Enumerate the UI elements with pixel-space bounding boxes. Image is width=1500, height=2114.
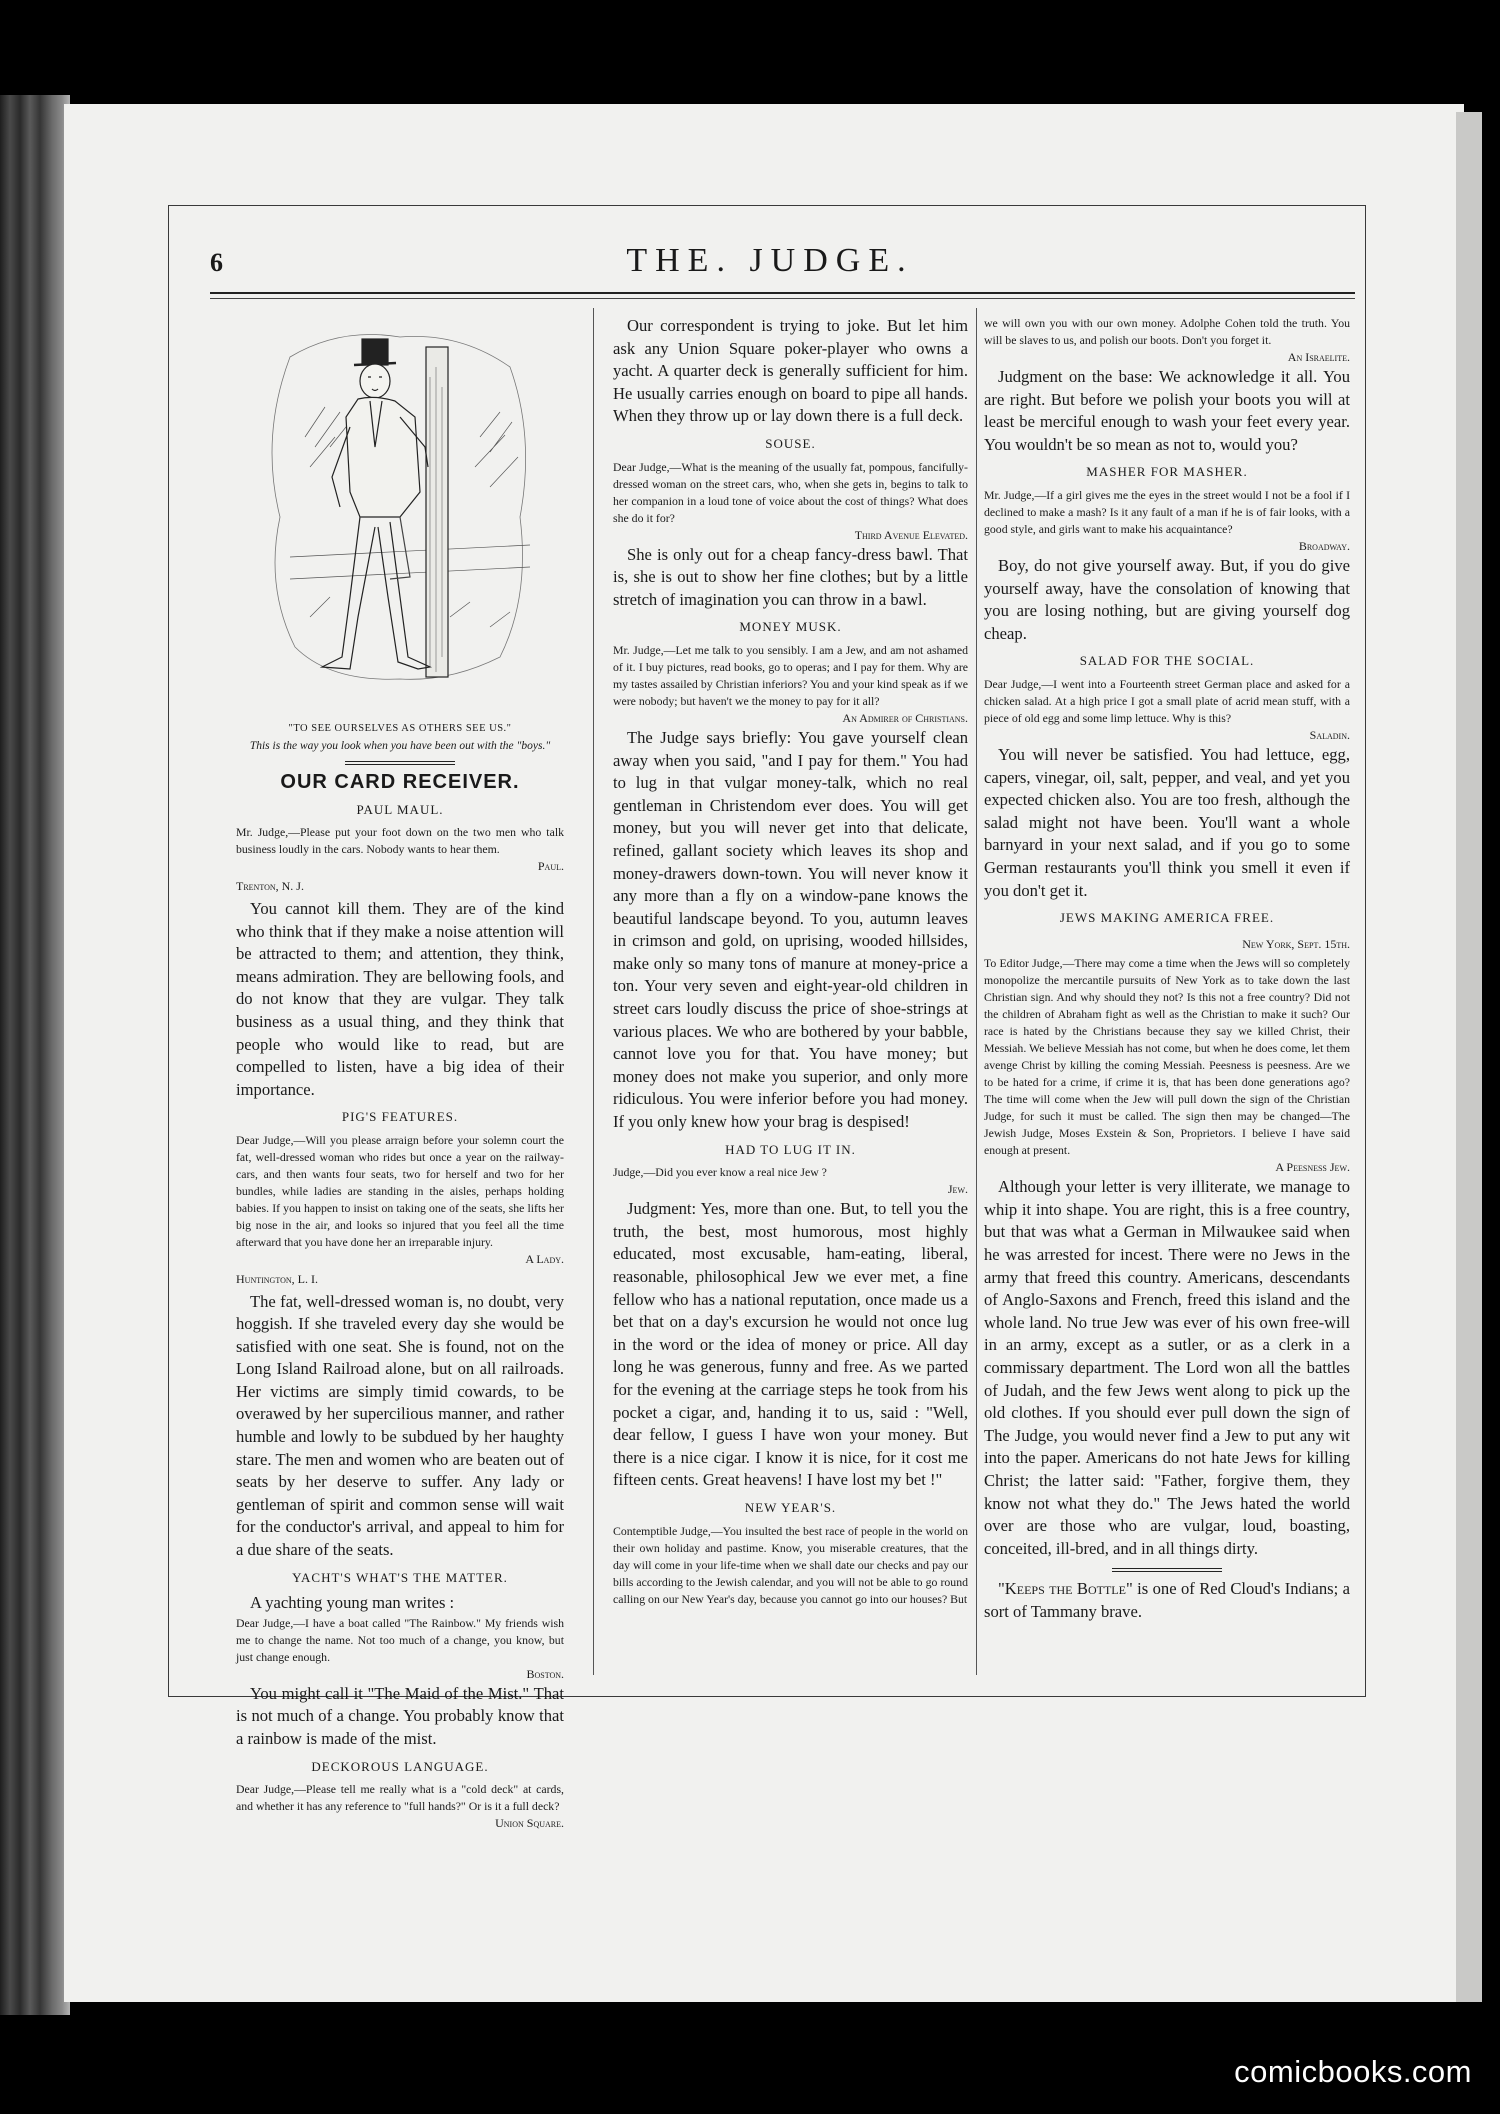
letter-location: Trenton, N. J. bbox=[236, 879, 304, 894]
page-edge bbox=[1456, 112, 1482, 2002]
letter: Mr. Judge,—Let me talk to you sensibly. I am a Jew, and am not ashamed of it. I buy pictures, read books, go to operas; and I pay for them. Why are my tastes assailed by Christian inferiors? You and your kind speak as if we were nobody; but haven't we the money to pay for it all? bbox=[613, 642, 968, 708]
letter: Dear Judge,—What is the meaning of the usually fat, pompous, fancifully-dressed woman on the street cars, who, when she gets in, begins to talk to her companion in a loud tone of voice about the cost of things? What does she do it for? bbox=[613, 459, 968, 525]
letter: Dear Judge,—I have a boat called "The Rainbow." My friends wish me to change the name. Not too much of a change, you know, but just change enough. bbox=[236, 1615, 564, 1664]
editor-reply: You cannot kill them. They are of the kind who think that if they make a noise attention will be attracted to them; and attention, they think, means admiration. They are bellowing fools, and do not know that they are vulgar. They talk business as a usual thing, and they think that people who would like to read, but are compelled to listen, have a big idea of their importance. bbox=[236, 898, 564, 1099]
letter-signature: Saladin. bbox=[1309, 727, 1350, 742]
letter-signature: Boston. bbox=[526, 1666, 564, 1681]
heading-money-musk: MONEY MUSK. bbox=[739, 619, 842, 635]
editor-reply: Judgment on the base: We acknowledge it all. You are right. But before we polish your boots you will at least be merciful enough to wash your feet every year. You wouldn't be so mean as not to, would you? bbox=[984, 367, 1350, 454]
cartoon-illustration bbox=[250, 317, 550, 707]
editor-reply: Our correspondent is trying to joke. But let him ask any Union Square poker-player who owns a yacht. A quarter deck is generally sufficient for him. He usually carries enough on board to pipe all hands. When they throw up or lay down there is a full deck. bbox=[613, 316, 968, 426]
masthead-rule-thin bbox=[210, 298, 1355, 299]
heading-salad: SALAD FOR THE SOCIAL. bbox=[1079, 653, 1255, 669]
letter: To Editor Judge,—There may come a time when the Jews will so completely monopolize the mercantile pursuits of New York as to take down the last Christian sign. And why should they not? Is this not a free country? Did not the children of Abraham fight as well as the Christian to make it such? Our race is hated by the Christians because they say we killed Christ, their Messiah. We believe Messiah has not come, but when he does come, let them avenge Christ by killing the coming Messiah. Peesness is peesness. Are we to be hated for a crime, if crime it is, that has been done generations ago? The time will come when the Jew will pull down the sign of the Christian Judge, for such it must be called. The sign then may be changed—The Jewish Judge, Moses Exstein & Son, Proprietors. I believe I have said enough at present. bbox=[984, 956, 1350, 1158]
section-rule bbox=[1112, 1568, 1222, 1572]
letter-location: Huntington, L. I. bbox=[236, 1271, 318, 1286]
heading-souse: SOUSE. bbox=[765, 435, 816, 451]
book-binding bbox=[0, 95, 70, 2015]
letter: Dear Judge,—Please tell me really what is a "cold deck" at cards, and whether it has any reference to "full hands?" Or is it a full deck? bbox=[236, 1782, 564, 1814]
site-watermark: comicbooks.com bbox=[1234, 2054, 1472, 2089]
letter-signature: Jew. bbox=[947, 1182, 968, 1197]
letter-dateline: New York, Sept. 15th. bbox=[1242, 936, 1350, 951]
intro-line: A yachting young man writes : bbox=[250, 1593, 455, 1613]
page-number: 6 bbox=[210, 248, 223, 277]
letter: Contemptible Judge,—You insulted the best race of people in the world on their own holiday and pastime. Know, you miserable creatures, that the day will come in your life-time when we shall date our checks and pay our bills according to the Jewish calendar, and you will not be able to go round calling on our New Year's day, because you cannot go into our houses? But bbox=[613, 1523, 968, 1606]
illustration-subcaption: This is the way you look when you have been out with the "boys." bbox=[249, 740, 551, 753]
letter-signature: Paul. bbox=[537, 859, 564, 874]
editor-reply: Although your letter is very illiterate, we manage to whip it into shape. You are right, this is a free country, but that was what a German in Milwaukee said when he was arrested for incest. There were no Jews in the army that freed this country. Americans, descendants of Anglo-Saxons and French, freed this island and the whole land. No true Jew was ever of his own free-will in an army, except as a sutler, or as a clerk in a commissary department. The Lord won all the battles of Judah, and the few Jews went along to pick up the old clothes. If you should ever pull down the sign of The Judge, you would never find a Jew to put any wit into the paper. Americans do not hate Jews for killing Christ; the latter said: "Father, forgive them, they know not what they do." The Jews hated the world over are those who are vulgar, loud, boasting, conceited, ill-bred, and in all things dirty. bbox=[984, 1177, 1350, 1558]
masthead-title: THE. JUDGE. bbox=[626, 242, 914, 279]
column-2 bbox=[613, 315, 968, 1608]
letter: Dear Judge,—I went into a Fourteenth street German place and asked for a chicken salad. At a high price I got a small plate of acrid mean stuff, with a piece of old egg and some limp lettuce. Why is this? bbox=[984, 676, 1350, 725]
section-rule bbox=[345, 761, 455, 765]
column-1 bbox=[236, 315, 564, 1832]
column-divider bbox=[976, 308, 977, 1675]
closing-note bbox=[984, 1578, 1350, 1623]
letter-signature: Broadway. bbox=[1298, 538, 1350, 553]
editor-reply: The Judge says briefly: You gave yourself clean away when you said, "and I pay for them." You had to lug in that vulgar money-talk, which no real gentleman in Christendom ever does. You will get money, but you will never get into that delicate, refined, gallant society which leaves its shop and money-drawers down-town. You will never know it any more than a fly on a window-pane knows the beautiful landscape beyond. To you, autumn leaves in crimson and gold, on uprising, wooded hillsides, make only so many tons of manure at money-price a ton. Your very seven and eight-year-old children in street cars loudly discuss the price of shoe-strings at various places. We who are bothered by your babble, cannot love you for that. You have money; but money does not make you superior, and only more ridiculous. You were inferior before you had money. If you only knew how your brag is despised! bbox=[613, 727, 968, 1132]
heading-paul-maul: PAUL MAUL. bbox=[356, 801, 444, 817]
heading-deckorous: DECKOROUS LANGUAGE. bbox=[311, 1758, 489, 1774]
editor-reply: The fat, well-dressed woman is, no doubt, very hoggish. If she traveled every day she would be satisfied with one seat. She is found, not on the Long Island Railroad alone, but on all railroads. Her victims are simply timid cowards, to be overawed by her supercilious manner, and rather humble and lowly to be subdued by her haughty stare. The men and women who are beaten out of seats by her deserve to suffer. Any lady or gentleman of spirit and common sense will wait for the conductor's arrival, and appeal to him for a due share of the seats. bbox=[236, 1291, 564, 1560]
editor-reply: Judgment: Yes, more than one. But, to tell you the truth, the best, most humorous, most highly educated, most excusable, ham-eating, liberal, reasonable, philosophical Jew we ever met, a fine fellow who has a national reputation, once made us a bet that on a day's excursion he would not once lug in the word or the idea of money or price. All day long he was generous, funny and free. As we parted for the evening at the carriage steps he took from his pocket a cigar, and, handing it to us, said : "Well, dear fellow, I guess I have won your money. But there is a nice cigar. I know it is nice, for it cost me fifteen cents. Great heavens! I have lost my bet !" bbox=[613, 1199, 968, 1490]
heading-jews-america: JEWS MAKING AMERICA FREE. bbox=[1059, 910, 1275, 926]
letter-signature: An Admirer of Christians. bbox=[842, 710, 968, 725]
column-divider bbox=[593, 308, 594, 1675]
letter-signature: A Peesness Jew. bbox=[1275, 1160, 1350, 1175]
editor-reply: She is only out for a cheap fancy-dress bawl. That is, she is out to show her fine clothes; but by a little stretch of imagination you can throw in a bawl. bbox=[613, 544, 968, 609]
closing-note-text: is one of Red Cloud's Indians; a sort of Tammany brave. bbox=[984, 1579, 1350, 1621]
heading-pigs-features: PIG'S FEATURES. bbox=[341, 1109, 459, 1125]
closing-note-quote: "Keeps the Bottle" bbox=[998, 1579, 1133, 1599]
letter-signature: A Lady. bbox=[525, 1251, 564, 1266]
editor-reply: You might call it "The Maid of the Mist." That is not much of a change. You probably know that a rainbow is made of the mist. bbox=[236, 1683, 564, 1748]
column-3 bbox=[984, 315, 1350, 1624]
letter-continued: we will own you with our own money. Adolphe Cohen told the truth. You will be slaves to us, and polish our boots. Don't you forget it. bbox=[984, 316, 1350, 347]
letter: Mr. Judge,—If a girl gives me the eyes in the street would I not be a fool if I declined to make a mash? Is it any fault of a man if he is of fair looks, with a good style, and girls want to make his acquaintance? bbox=[984, 487, 1350, 536]
letter: Judge,—Did you ever know a real nice Jew ? bbox=[613, 1165, 827, 1180]
heading-yacht: YACHT'S WHAT'S THE MATTER. bbox=[292, 1569, 508, 1585]
letter: Dear Judge,—Will you please arraign before your solemn court the fat, well-dressed woman who rides but once a year on the railway-cars, and then wants four seats, two for herself and two for her bundles, while ladies are standing in the aisles, perhaps holding babies. If you happen to insist on taking one of the seats, she lifts her big nose in the air, and looks so injured that you feel all the time afterward that you have done her an irreparable injury. bbox=[236, 1132, 564, 1249]
editor-reply: You will never be satisfied. You had lettuce, egg, capers, vinegar, oil, salt, pepper, and veal, and yet you expected chicken also. You are too fresh, although the salad might not have been. You'll want a whole barnyard in your next salad, and if you go to some German restaurants you'll think you smell it even if you don't get it. bbox=[984, 744, 1350, 900]
letter-signature: Union Square. bbox=[495, 1816, 564, 1831]
heading-new-years: NEW YEAR'S. bbox=[744, 1499, 837, 1515]
letter-signature: Third Avenue Elevated. bbox=[854, 527, 968, 542]
letter: Mr. Judge,—Please put your foot down on the two men who talk business loudly in the cars. Nobody wants to hear them. bbox=[236, 825, 564, 857]
masthead-rule bbox=[210, 292, 1355, 294]
illustration-caption: "TO SEE OURSELVES AS OTHERS SEE US." bbox=[288, 722, 512, 734]
letter-signature: An Israelite. bbox=[1287, 350, 1350, 364]
editor-reply: Boy, do not give yourself away. But, if you do give yourself away, have the consolation of knowing that you are losing nothing, but are giving yourself dog cheap. bbox=[984, 555, 1350, 643]
heading-masher: MASHER FOR MASHER. bbox=[1086, 464, 1248, 480]
section-title: OUR CARD RECEIVER. bbox=[280, 771, 520, 794]
heading-lug: HAD TO LUG IT IN. bbox=[725, 1141, 856, 1157]
